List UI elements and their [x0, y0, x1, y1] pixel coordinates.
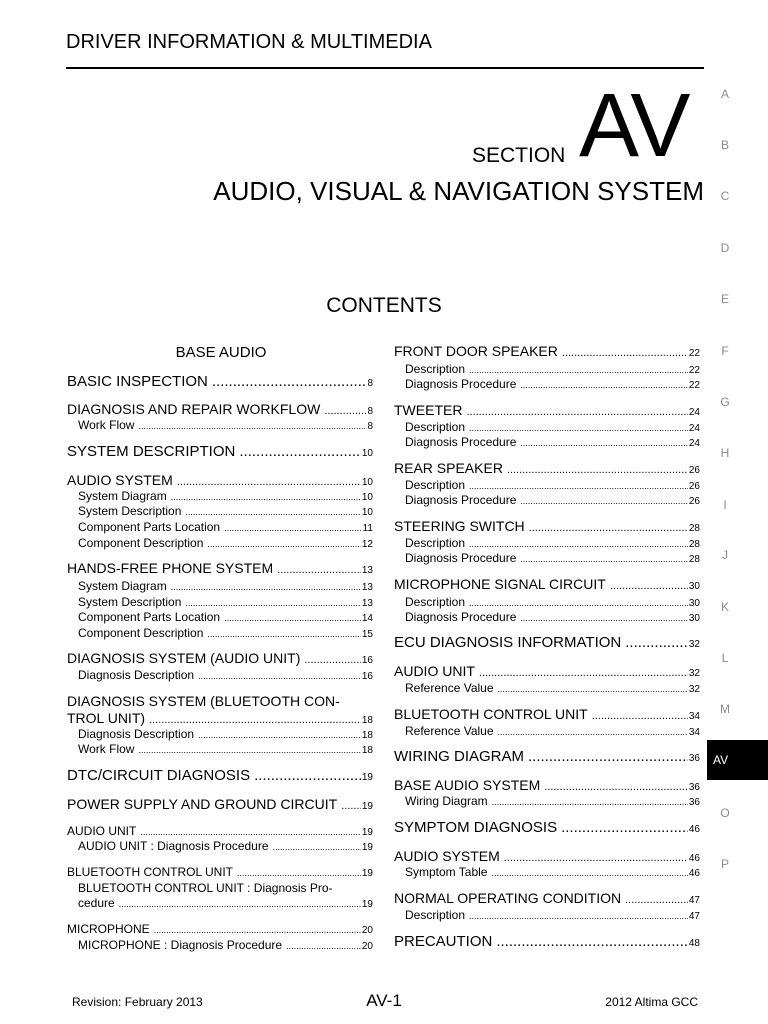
toc-entry[interactable]: SYSTEM DESCRIPTION ..... 10 — [67, 443, 373, 463]
section-tab[interactable]: J — [722, 548, 728, 562]
toc-entry[interactable]: MICROPHONE SIGNAL CIRCUIT ..... 30 — [394, 576, 700, 595]
toc-entry[interactable]: DTC/CIRCUIT DIAGNOSIS ..... 19 — [67, 767, 373, 787]
toc-entry[interactable]: Diagnosis Procedure ..... 24 — [394, 435, 700, 451]
section-tab[interactable]: M — [720, 702, 730, 716]
toc-entry[interactable]: System Description ..... 10 — [67, 504, 373, 520]
toc-entry[interactable]: AUDIO UNIT : Diagnosis Procedure ..... 19 — [67, 839, 373, 855]
toc-entry[interactable]: System Diagram ..... 10 — [67, 489, 373, 505]
toc-entry[interactable]: Component Parts Location ..... 14 — [67, 610, 373, 626]
toc-entry[interactable]: Description ..... 24 — [394, 420, 700, 436]
toc-entry[interactable]: MICROPHONE ..... 20 — [67, 922, 373, 938]
toc-entry[interactable]: AUDIO SYSTEM ..... 46 — [394, 848, 700, 867]
section-tabs — [708, 84, 768, 964]
section-tab[interactable]: A — [720, 87, 729, 101]
toc-entry[interactable]: BASIC INSPECTION ..... 8 — [67, 373, 373, 393]
section-tab-active[interactable]: AV — [707, 740, 768, 780]
toc-entry[interactable]: STEERING SWITCH ..... 28 — [394, 518, 700, 537]
section-tab[interactable]: G — [720, 395, 730, 409]
section-tab[interactable]: P — [720, 857, 729, 871]
toc-entry[interactable]: TWEETER ..... 24 — [394, 402, 700, 421]
section-tab[interactable]: L — [721, 651, 729, 665]
toc-entry[interactable]: Diagnosis Description ..... 18 — [67, 727, 373, 743]
toc-entry[interactable]: System Description ..... 13 — [67, 595, 373, 611]
toc-entry[interactable]: Diagnosis Procedure ..... 26 — [394, 493, 700, 509]
toc-entry[interactable]: Component Description ..... 12 — [67, 536, 373, 552]
toc-entry[interactable]: Reference Value ..... 34 — [394, 724, 700, 740]
toc-entry[interactable]: System Diagram ..... 13 — [67, 579, 373, 595]
toc-entry[interactable]: BLUETOOTH CONTROL UNIT ..... 19 — [67, 865, 373, 881]
toc-entry[interactable]: POWER SUPPLY AND GROUND CIRCUIT ..... 19 — [67, 796, 373, 815]
toc-entry[interactable]: Description ..... 47 — [394, 908, 700, 924]
toc-entry[interactable]: MICROPHONE : Diagnosis Procedure ..... 20 — [67, 938, 373, 954]
toc-entry[interactable]: WIRING DIAGRAM ..... 36 — [394, 748, 700, 768]
toc-entry[interactable]: BASE AUDIO SYSTEM ..... 36 — [394, 777, 700, 796]
toc-entry[interactable]: Description ..... 30 — [394, 595, 700, 611]
toc-entry[interactable]: DIAGNOSIS AND REPAIR WORKFLOW ..... 8 — [67, 401, 373, 420]
contents-title: CONTENTS — [326, 294, 442, 317]
toc-entry[interactable]: Description ..... 22 — [394, 362, 700, 378]
toc-entry[interactable]: Description ..... 26 — [394, 478, 700, 494]
toc-entry-wrap[interactable]: BLUETOOTH CONTROL UNIT : Diagnosis Pro- — [78, 881, 333, 895]
toc-entry[interactable]: SYMPTOM DIAGNOSIS ..... 46 — [394, 819, 700, 839]
toc-entry[interactable]: ECU DIAGNOSIS INFORMATION ..... 32 — [394, 634, 700, 654]
section-tab[interactable]: B — [720, 138, 729, 152]
section-tab[interactable]: C — [720, 189, 730, 203]
toc-entry[interactable]: Diagnosis Procedure ..... 22 — [394, 377, 700, 393]
header-rule — [66, 67, 704, 69]
toc-entry[interactable]: Component Parts Location ..... 11 — [67, 520, 373, 536]
toc-entry[interactable]: Diagnosis Description ..... 16 — [67, 668, 373, 684]
section-tab[interactable]: H — [720, 446, 730, 460]
section-tab[interactable]: I — [723, 498, 727, 512]
toc-entry[interactable]: Reference Value ..... 32 — [394, 681, 700, 697]
toc-entry[interactable]: HANDS-FREE PHONE SYSTEM ..... 13 — [67, 560, 373, 579]
section-tab[interactable]: D — [720, 241, 730, 255]
footer-revision: Revision: February 2013 — [72, 995, 203, 1009]
base-audio-heading: BASE AUDIO — [175, 344, 267, 361]
toc-entry[interactable]: Component Description ..... 15 — [67, 626, 373, 642]
toc-entry[interactable]: Description ..... 28 — [394, 536, 700, 552]
toc-entry[interactable]: Work Flow ..... 8 — [67, 418, 373, 434]
toc-entry[interactable]: Diagnosis Procedure ..... 28 — [394, 551, 700, 567]
toc-entry[interactable]: Wiring Diagram ..... 36 — [394, 794, 700, 810]
toc-entry[interactable]: Symptom Table ..... 46 — [394, 865, 700, 881]
section-tab[interactable]: F — [721, 344, 729, 358]
section-tab[interactable]: E — [720, 292, 729, 306]
toc-entry[interactable]: AUDIO UNIT ..... 32 — [394, 663, 700, 682]
section-word: SECTION — [472, 144, 566, 167]
toc-entry[interactable]: Work Flow ..... 18 — [67, 742, 373, 758]
toc-entry[interactable]: NORMAL OPERATING CONDITION ..... 47 — [394, 890, 700, 909]
manual-header-title: DRIVER INFORMATION & MULTIMEDIA — [66, 31, 432, 53]
section-tab[interactable]: O — [720, 806, 730, 820]
toc-entry-wrap[interactable]: DIAGNOSIS SYSTEM (BLUETOOTH CON- — [67, 693, 340, 709]
footer-model: 2012 Altima GCC — [605, 995, 698, 1009]
toc-entry[interactable]: AUDIO UNIT ..... 19 — [67, 824, 373, 840]
toc-entry[interactable]: PRECAUTION ..... 48 — [394, 933, 700, 953]
section-code: AV — [579, 76, 689, 176]
toc-entry[interactable]: cedure ..... 19 — [67, 896, 373, 912]
toc-entry[interactable]: DIAGNOSIS SYSTEM (AUDIO UNIT) ..... 16 — [67, 650, 373, 669]
toc-entry[interactable]: TROL UNIT) ..... 18 — [67, 710, 373, 729]
toc-entry[interactable]: REAR SPEAKER ..... 26 — [394, 460, 700, 479]
section-tab[interactable]: K — [720, 600, 729, 614]
toc-entry[interactable]: BLUETOOTH CONTROL UNIT ..... 34 — [394, 706, 700, 725]
footer-page-number: AV-1 — [366, 991, 402, 1010]
toc-entry[interactable]: FRONT DOOR SPEAKER ..... 22 — [394, 343, 700, 362]
toc-entry[interactable]: Diagnosis Procedure ..... 30 — [394, 610, 700, 626]
toc-entry[interactable]: AUDIO SYSTEM ..... 10 — [67, 472, 373, 491]
section-name: AUDIO, VISUAL & NAVIGATION SYSTEM — [213, 176, 704, 206]
